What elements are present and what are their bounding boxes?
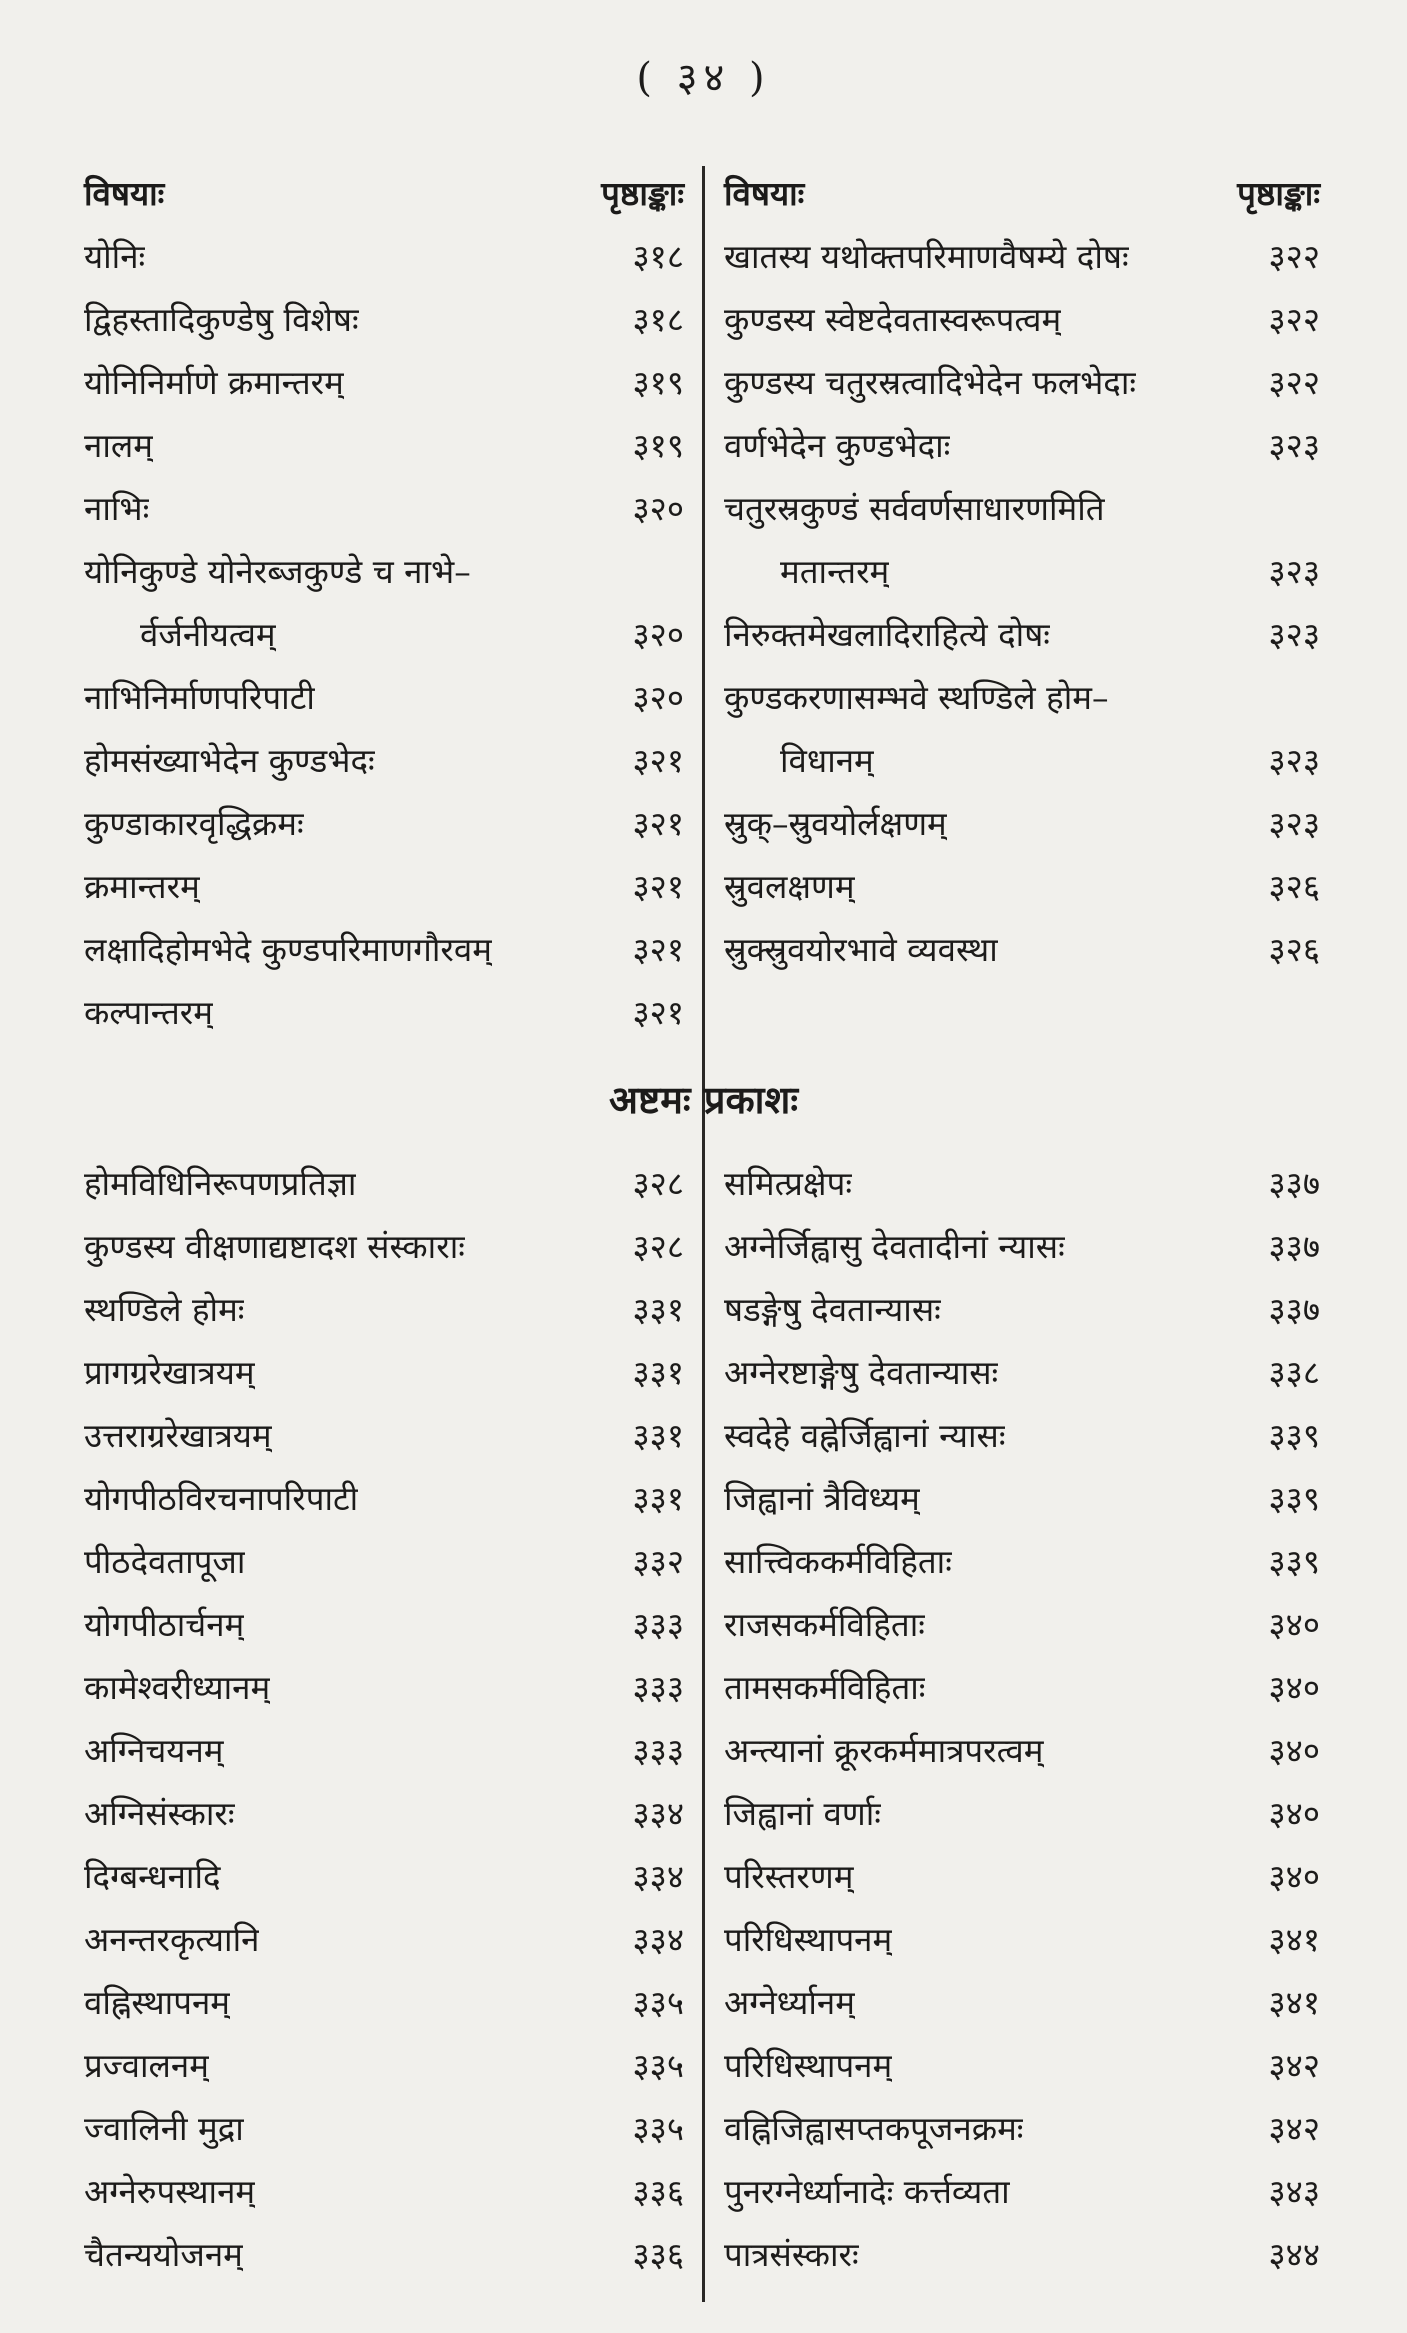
- contents-entry: [84, 1971, 684, 2034]
- entry-page-number: ३१८: [632, 237, 684, 276]
- entry-title: योनिकुण्डे योनेरब्जकुण्डे च नाभे–: [84, 552, 471, 591]
- contents-entry: [84, 2034, 684, 2097]
- contents-entry: [724, 477, 1320, 540]
- entry-title: वह्निस्थापनम्: [84, 1983, 231, 2022]
- contents-entry: [84, 477, 684, 540]
- contents-entry: [724, 225, 1320, 288]
- entry-title: स्वदेहे वह्नेर्जिह्वानां न्यासः: [724, 1416, 1006, 1455]
- page-header: पृष्ठाङ्काः: [601, 174, 684, 213]
- entry-page-number: ३२३: [1268, 426, 1320, 465]
- entry-title: कामेश्वरीध्यानम्: [84, 1668, 271, 1707]
- contents-entry: [84, 288, 684, 351]
- entry-page-number: ३२३: [1268, 552, 1320, 591]
- contents-entry: [84, 1404, 684, 1467]
- subject-header: विषयाः: [84, 174, 165, 213]
- entry-title: ज्वालिनी मुद्रा: [84, 2109, 244, 2148]
- entry-page-number: ३३१: [632, 1479, 684, 1518]
- contents-entry: [724, 2223, 1320, 2286]
- entry-title: स्रुक्–स्रुवयोर्लक्षणम्: [724, 804, 947, 843]
- entry-title: परिधिस्थापनम्: [724, 2046, 893, 2085]
- contents-entry: [84, 351, 684, 414]
- entry-page-number: ३३६: [632, 2172, 684, 2211]
- contents-entry: [724, 1152, 1320, 1215]
- contents-entry: [84, 2097, 684, 2160]
- entry-title: क्रमान्तरम्: [84, 867, 200, 906]
- contents-entry: [84, 1719, 684, 1782]
- contents-entry: [84, 1278, 684, 1341]
- entry-page-number: ३३७: [1268, 1227, 1320, 1266]
- entry-page-number: ३२१: [632, 741, 684, 780]
- entry-title: नाभिः: [84, 489, 150, 528]
- contents-entry: [84, 1593, 684, 1656]
- entry-page-number: ३३१: [632, 1416, 684, 1455]
- contents-entry: [84, 1467, 684, 1530]
- entry-title: कुण्डकरणासम्भवे स्थण्डिले होम–: [724, 678, 1109, 717]
- contents-entry: [724, 1593, 1320, 1656]
- entry-page-number: ३३७: [1268, 1290, 1320, 1329]
- contents-entry: [724, 414, 1320, 477]
- entry-title: पात्रसंस्कारः: [724, 2235, 859, 2274]
- entry-title: वह्निजिह्वासप्तकपूजनक्रमः: [724, 2109, 1024, 2148]
- contents-entry: [84, 792, 684, 855]
- entry-page-number: ३३५: [632, 2046, 684, 2085]
- contents-entry: [84, 729, 684, 792]
- column-header: [724, 162, 1320, 225]
- page-number: ( ३४ ): [636, 55, 771, 101]
- entry-title: होमसंख्याभेदेन कुण्डभेदः: [84, 741, 375, 780]
- entry-page-number: ३३१: [632, 1290, 684, 1329]
- contents-entry: [724, 351, 1320, 414]
- contents-entry: [84, 666, 684, 729]
- entry-page-number: ३२२: [1268, 237, 1320, 276]
- contents-entry: [724, 792, 1320, 855]
- entry-page-number: ३२०: [632, 489, 684, 528]
- entry-page-number: ३३७: [1268, 1164, 1320, 1203]
- entry-title: उत्तराग्ररेखात्रयम्: [84, 1416, 272, 1455]
- contents-entry: [84, 1341, 684, 1404]
- contents-entry: [84, 414, 684, 477]
- entry-page-number: ३२२: [1268, 363, 1320, 402]
- entry-page-number: ३४०: [1268, 1794, 1320, 1833]
- entry-title: नालम्: [84, 426, 153, 465]
- contents-entry: [84, 603, 684, 666]
- entry-page-number: ३३५: [632, 2109, 684, 2148]
- entry-title: अग्नेर्जिह्वासु देवतादीनां न्यासः: [724, 1227, 1065, 1266]
- entry-page-number: ३२१: [632, 867, 684, 906]
- contents-entry: [724, 1341, 1320, 1404]
- contents-entry: [724, 729, 1320, 792]
- contents-entry: [724, 1971, 1320, 2034]
- contents-entry: [84, 1530, 684, 1593]
- entry-page-number: ३२३: [1268, 804, 1320, 843]
- entry-title: प्रागग्ररेखात्रयम्: [84, 1353, 255, 1392]
- entry-title: जिह्वानां त्रैविध्यम्: [724, 1479, 920, 1518]
- contents-entry: [84, 1656, 684, 1719]
- entry-title: राजसकर्मविहिताः: [724, 1605, 925, 1644]
- entry-page-number: ३३४: [632, 1920, 684, 1959]
- entry-title: अग्निचयनम्: [84, 1731, 224, 1770]
- entry-title: मतान्तरम्: [780, 552, 890, 591]
- entry-page-number: ३२८: [632, 1164, 684, 1203]
- left-column: [84, 1152, 684, 2286]
- entry-page-number: ३४१: [1268, 1983, 1320, 2022]
- column-divider: [702, 1160, 705, 2302]
- contents-entry: [724, 1719, 1320, 1782]
- entry-title: जिह्वानां वर्णाः: [724, 1794, 881, 1833]
- entry-title: खातस्य यथोक्तपरिमाणवैषम्ये दोषः: [724, 237, 1129, 276]
- entry-page-number: ३२३: [1268, 615, 1320, 654]
- contents-entry: [724, 1404, 1320, 1467]
- entry-page-number: ३३४: [632, 1794, 684, 1833]
- entry-title: अग्नेर्ध्यानम्: [724, 1983, 855, 2022]
- entry-title: दिग्बन्धनादि: [84, 1857, 221, 1896]
- page-header: पृष्ठाङ्काः: [1237, 174, 1320, 213]
- entry-page-number: ३२०: [632, 615, 684, 654]
- contents-entry: [724, 2034, 1320, 2097]
- entry-page-number: ३३१: [632, 1353, 684, 1392]
- contents-entry: [84, 1782, 684, 1845]
- contents-entry: [724, 1908, 1320, 1971]
- entry-title: सात्त्विककर्मविहिताः: [724, 1542, 952, 1581]
- entry-title: परिस्तरणम्: [724, 1857, 854, 1896]
- contents-entry: [724, 288, 1320, 351]
- entry-page-number: ३२६: [1268, 930, 1320, 969]
- contents-entry: [84, 1845, 684, 1908]
- entry-page-number: ३१९: [632, 426, 684, 465]
- contents-entry: [84, 2223, 684, 2286]
- entry-title: विधानम्: [780, 741, 874, 780]
- right-column: [724, 1152, 1320, 2286]
- entry-page-number: ३४०: [1268, 1857, 1320, 1896]
- contents-entry: [724, 1782, 1320, 1845]
- entry-title: कुण्डस्य वीक्षणाद्यष्टादश संस्काराः: [84, 1227, 465, 1266]
- contents-entry: [84, 2160, 684, 2223]
- entry-page-number: ३२१: [632, 804, 684, 843]
- entry-page-number: ३२३: [1268, 741, 1320, 780]
- entry-page-number: ३३९: [1268, 1479, 1320, 1518]
- entry-page-number: ३३५: [632, 1983, 684, 2022]
- contents-entry: [724, 1467, 1320, 1530]
- entry-page-number: ३२६: [1268, 867, 1320, 906]
- entry-title: योनिः: [84, 237, 146, 276]
- contents-entry: [724, 666, 1320, 729]
- entry-title: स्रुक्स्रुवयोरभावे व्यवस्था: [724, 930, 998, 969]
- entry-page-number: ३१८: [632, 300, 684, 339]
- contents-entry: [84, 1908, 684, 1971]
- contents-entry: [84, 918, 684, 981]
- entry-page-number: ३३४: [632, 1857, 684, 1896]
- contents-entry: [84, 981, 684, 1044]
- entry-page-number: ३३८: [1268, 1353, 1320, 1392]
- contents-entry: [724, 1278, 1320, 1341]
- entry-page-number: ३३३: [632, 1605, 684, 1644]
- entry-page-number: ३२१: [632, 993, 684, 1032]
- entry-page-number: ३४२: [1268, 2109, 1320, 2148]
- entry-title: परिधिस्थापनम्: [724, 1920, 893, 1959]
- entry-title: प्रज्वालनम्: [84, 2046, 209, 2085]
- entry-title: षडङ्गेषु देवतान्यासः: [724, 1290, 941, 1329]
- contents-entry: [724, 1530, 1320, 1593]
- entry-title: समित्प्रक्षेपः: [724, 1164, 853, 1203]
- contents-entry: [724, 2097, 1320, 2160]
- entry-title: अग्निसंस्कारः: [84, 1794, 235, 1833]
- entry-title: स्रुवलक्षणम्: [724, 867, 855, 906]
- entry-title: र्वर्जनीयत्वम्: [140, 615, 276, 654]
- left-column: [84, 162, 684, 1044]
- entry-title: कुण्डाकारवृद्धिक्रमः: [84, 804, 304, 843]
- entry-list: [724, 1152, 1320, 2286]
- entry-page-number: ३२१: [632, 930, 684, 969]
- entry-title: निरुक्तमेखलादिराहित्ये दोषः: [724, 615, 1050, 654]
- contents-entry: [724, 2160, 1320, 2223]
- entry-title: कुण्डस्य चतुरस्रत्वादिभेदेन फलभेदाः: [724, 363, 1137, 402]
- entry-title: द्विहस्तादिकुण्डेषु विशेषः: [84, 300, 359, 339]
- entry-title: अग्नेरुपस्थानम्: [84, 2172, 256, 2211]
- entry-title: चतुरस्रकुण्डं सर्ववर्णसाधारणमिति: [724, 489, 1105, 528]
- contents-entry: [724, 918, 1320, 981]
- entry-title: अन्त्यानां क्रूरकर्ममात्रपरत्वम्: [724, 1731, 1044, 1770]
- entry-page-number: ३४०: [1268, 1605, 1320, 1644]
- entry-title: अग्नेरष्टाङ्गेषु देवतान्यासः: [724, 1353, 999, 1392]
- entry-title: लक्षादिहोमभेदे कुण्डपरिमाणगौरवम्: [84, 930, 492, 969]
- entry-list: [84, 225, 684, 1044]
- contents-entry: [724, 1656, 1320, 1719]
- entry-page-number: ३२२: [1268, 300, 1320, 339]
- entry-title: होमविधिनिरूपणप्रतिज्ञा: [84, 1164, 357, 1203]
- entry-title: अनन्तरकृत्यानि: [84, 1920, 260, 1959]
- entry-title: योगपीठविरचनापरिपाटी: [84, 1479, 359, 1518]
- contents-entry: [84, 1215, 684, 1278]
- entry-page-number: ३१९: [632, 363, 684, 402]
- contents-entry: [724, 1845, 1320, 1908]
- contents-entry: [724, 540, 1320, 603]
- entry-page-number: ३२८: [632, 1227, 684, 1266]
- right-column: [724, 162, 1320, 981]
- entry-title: योनिनिर्माणे क्रमान्तरम्: [84, 363, 344, 402]
- contents-entry: [84, 855, 684, 918]
- contents-entry: [724, 603, 1320, 666]
- entry-page-number: ३३३: [632, 1731, 684, 1770]
- entry-page-number: ३४४: [1268, 2235, 1320, 2274]
- entry-page-number: ३४०: [1268, 1731, 1320, 1770]
- entry-title: स्थण्डिले होमः: [84, 1290, 245, 1329]
- contents-entry: [724, 855, 1320, 918]
- entry-page-number: ३३२: [632, 1542, 684, 1581]
- entry-title: योगपीठार्चनम्: [84, 1605, 245, 1644]
- contents-entry: [84, 540, 684, 603]
- entry-list: [84, 1152, 684, 2286]
- entry-page-number: ३४२: [1268, 2046, 1320, 2085]
- column-divider: [702, 166, 705, 1203]
- entry-page-number: ३३९: [1268, 1416, 1320, 1455]
- contents-entry: [724, 1215, 1320, 1278]
- contents-entry: [84, 225, 684, 288]
- entry-title: पीठदेवतापूजा: [84, 1542, 246, 1581]
- entry-title: चैतन्ययोजनम्: [84, 2235, 243, 2274]
- entry-title: कुण्डस्य स्वेष्टदेवतास्वरूपत्वम्: [724, 300, 1062, 339]
- entry-page-number: ३४०: [1268, 1668, 1320, 1707]
- contents-entry: [84, 1152, 684, 1215]
- entry-page-number: ३४१: [1268, 1920, 1320, 1959]
- column-header: [84, 162, 684, 225]
- entry-list: [724, 225, 1320, 981]
- entry-title: कल्पान्तरम्: [84, 993, 213, 1032]
- entry-title: वर्णभेदेन कुण्डभेदाः: [724, 426, 951, 465]
- entry-page-number: ३२०: [632, 678, 684, 717]
- entry-title: पुनरग्नेर्ध्यानादेः कर्त्तव्यता: [724, 2172, 1010, 2211]
- entry-page-number: ३३६: [632, 2235, 684, 2274]
- entry-page-number: ३३३: [632, 1668, 684, 1707]
- entry-page-number: ३३९: [1268, 1542, 1320, 1581]
- chapter-heading: अष्टमः प्रकाशः: [608, 1077, 799, 1122]
- subject-header: विषयाः: [724, 174, 805, 213]
- entry-title: नाभिनिर्माणपरिपाटी: [84, 678, 315, 717]
- entry-page-number: ३४३: [1268, 2172, 1320, 2211]
- entry-title: तामसकर्मविहिताः: [724, 1668, 926, 1707]
